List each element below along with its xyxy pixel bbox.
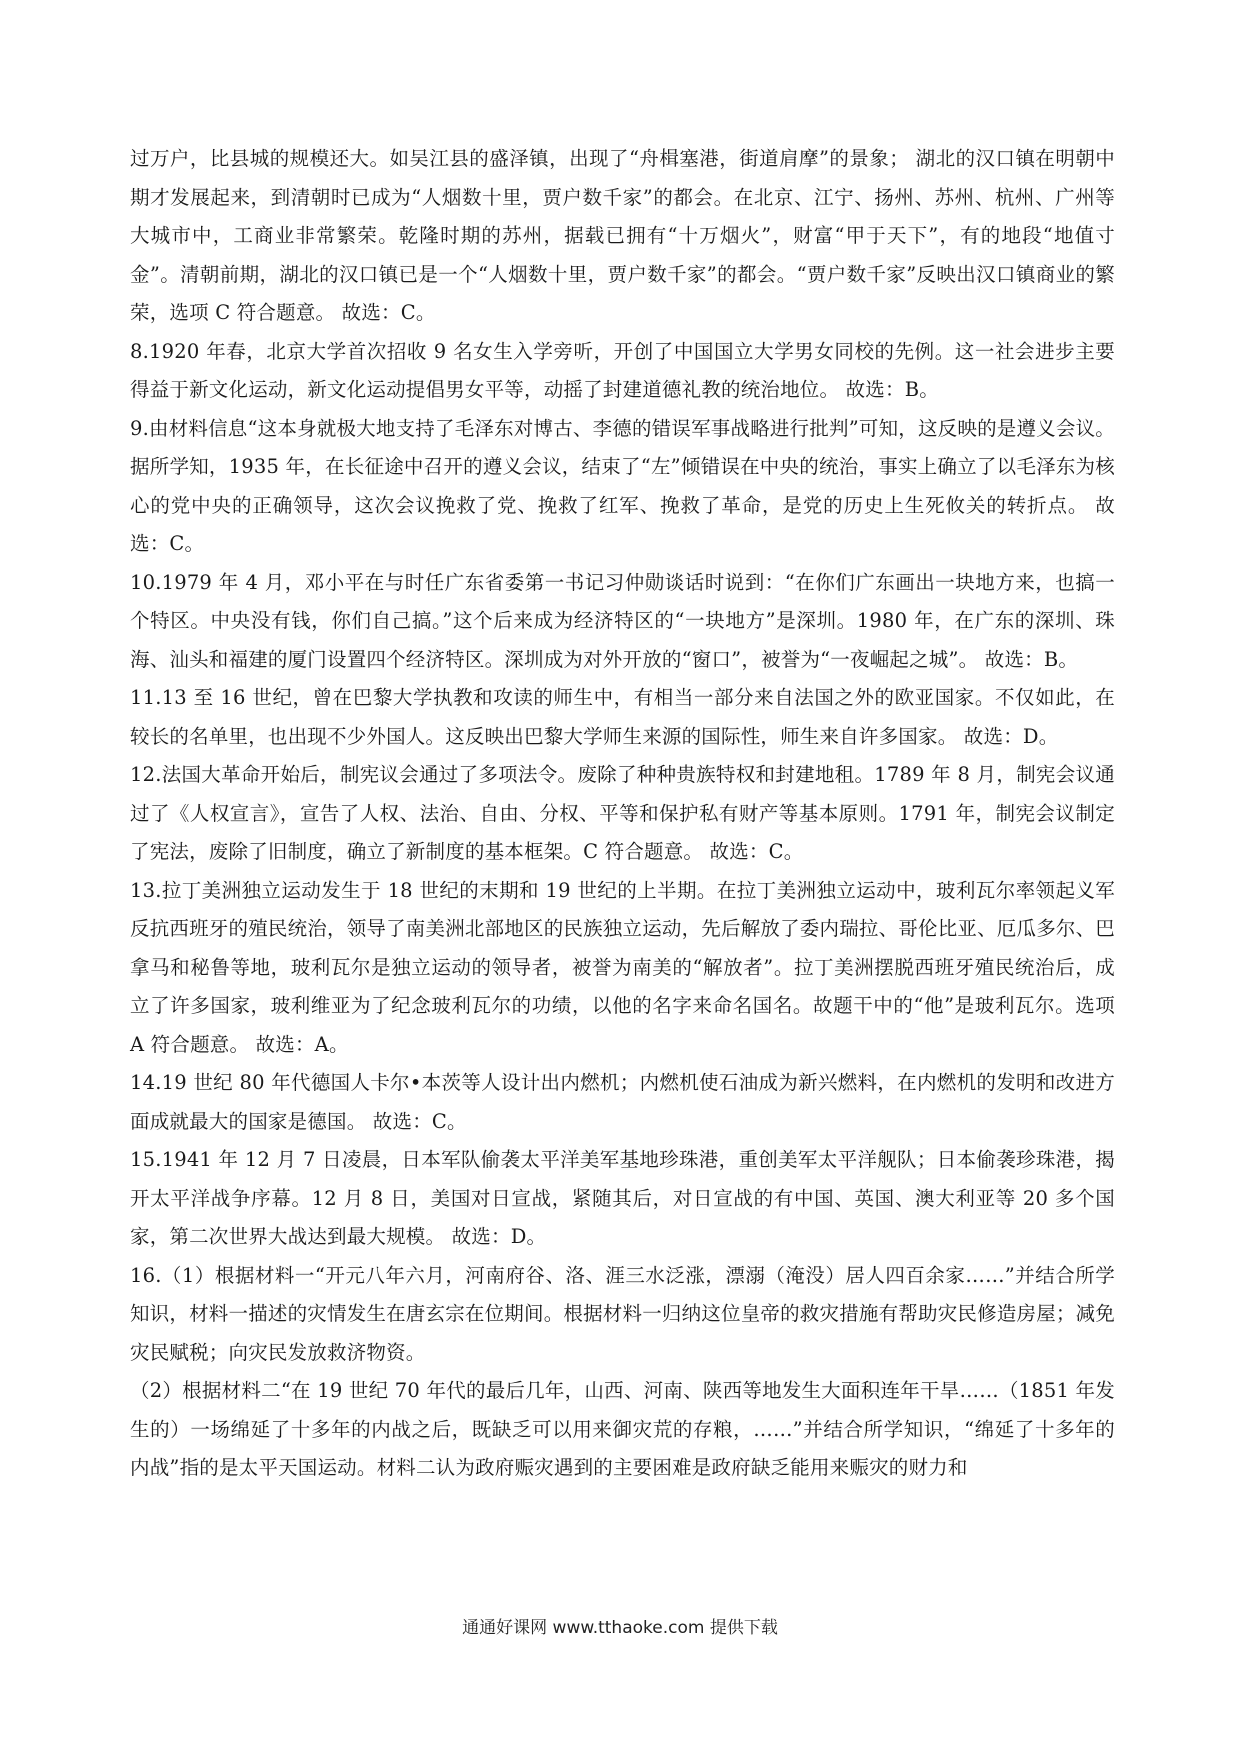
paragraph-answer-9: 9.由材料信息“这本身就极大地支持了毛泽东对博古、李德的错误军事战略进行批判”可知，这反映的是遵义会议。据所学知，1935 年，在长征途中召开的遵义会议，结束了“左”倾错误在中央的统治，事实上确立了以毛泽东为核心的党中央的正确领导，这次会议挽救了党、挽救了红军、挽救了革命，是党的历史上生死攸关的转折点。 故选：C。: [130, 416, 1115, 555]
paragraph-answer-8: 8.1920 年春，北京大学首次招收 9 名女生入学旁听，开创了中国国立大学男女同校的先例。这一社会进步主要得益于新文化运动，新文化运动提倡男女平等，动摇了封建道德礼教的统治地位。 故选：B。: [130, 339, 1115, 401]
paragraph-answer-16-part-1: 16.（1）根据材料一“开元八年六月，河南府谷、洛、涯三水泛涨，漂溺（淹没）居人四百余家……”并结合所学知识，材料一描述的灾情发生在唐玄宗在位期间。根据材料一归纳这位皇帝的救灾措施有帮助灾民修造房屋；减免灾民赋税；向灾民发放救济物资。: [130, 1263, 1116, 1364]
paragraph-answer-14: 14.19 世纪 80 年代德国人卡尔•本茨等人设计出内燃机；内燃机使石油成为新兴燃料，在内燃机的发明和改进方面成就最大的国家是德国。 故选：C。: [130, 1071, 1115, 1133]
paragraph-answer-16-part-2: （2）根据材料二“在 19 世纪 70 年代的最后几年，山西、河南、陕西等地发生大面积连年干旱……（1851 年发生的）一场绵延了十多年的内战之后，既缺乏可以用来御灾荒的存粮，……”并结合所学知识，“绵延了十多年的内战”指的是太平天国运动。材料二认为政府赈灾遇到的主要困难是政府缺乏能用来赈灾的财力和: [130, 1379, 1115, 1479]
paragraph-answer-11: 11.13 至 16 世纪，曾在巴黎大学执教和攻读的师生中，有相当一部分来自法国之外的欧亚国家。不仅如此，在较长的名单里，也出现不少外国人。这反映出巴黎大学师生来源的国际性，师生来自许多国家。 故选：D。: [130, 686, 1115, 748]
paragraph-answer-10: 10.1979 年 4 月，邓小平在与时任广东省委第一书记习仲勋谈话时说到：“在你们广东画出一块地方来，也搞一个特区。中央没有钱，你们自己搞。”这个后来成为经济特区的“一块地方”是深圳。1980 年，在广东的深圳、珠海、汕头和福建的厦门设置四个经济特区。深圳成为对外开放的“窗口”，被誉为“一夜崛起之城”。 故选：B。: [130, 570, 1115, 671]
document-body: [130, 140, 1115, 1488]
paragraph-continuation-7: 过万户，比县城的规模还大。如吴江县的盛泽镇，出现了“舟楫塞港，街道肩摩”的景象； 湖北的汉口镇在明朝中期才发展起来，到清朝时已成为“人烟数十里，贾户数千家”的都会。在北京、江宁、扬州、苏州、杭州、广州等大城市中，工商业非常繁荣。乾隆时期的苏州，据载已拥有“十万烟火”，财富“甲于天下”，有的地段“地值寸金”。清朝前期，湖北的汉口镇已是一个“人烟数十里，贾户数千家”的都会。“贾户数千家”反映出汉口镇商业的繁荣，选项 C 符合题意。 故选：C。: [130, 147, 1115, 324]
paragraph-answer-12: 12.法国大革命开始后，制宪议会通过了多项法令。废除了种种贵族特权和封建地租。1789 年 8 月，制宪会议通过了《人权宣言》，宣告了人权、法治、自由、分权、平等和保护私有财产等基本原则。1791 年，制宪会议制定了宪法，废除了旧制度，确立了新制度的基本框架。C 符合题意。 故选：C。: [130, 763, 1115, 863]
paragraph-answer-13: 13.拉丁美洲独立运动发生于 18 世纪的末期和 19 世纪的上半期。在拉丁美洲独立运动中，玻利瓦尔率领起义军反抗西班牙的殖民统治，领导了南美洲北部地区的民族独立运动，先后解放了委内瑞拉、哥伦比亚、厄瓜多尔、巴拿马和秘鲁等地，玻利瓦尔是独立运动的领导者，被誉为南美的“解放者”。拉丁美洲摆脱西班牙殖民统治后，成立了许多国家，玻利维亚为了纪念玻利瓦尔的功绩，以他的名字来命名国名。故题干中的“他”是玻利瓦尔。选项 A 符合题意。 故选：A。: [130, 878, 1116, 1056]
page-footer: 通通好课网 www.tthaoke.com 提供下载: [462, 1618, 778, 1638]
paragraph-answer-15: 15.1941 年 12 月 7 日凌晨，日本军队偷袭太平洋美军基地珍珠港，重创美军太平洋舰队；日本偷袭珍珠港，揭开太平洋战争序幕。12 月 8 日，美国对日宣战，紧随其后，对日宣战的有中国、英国、澳大利亚等 20 多个国家，第二次世界大战达到最大规模。 故选：D。: [130, 1148, 1115, 1248]
